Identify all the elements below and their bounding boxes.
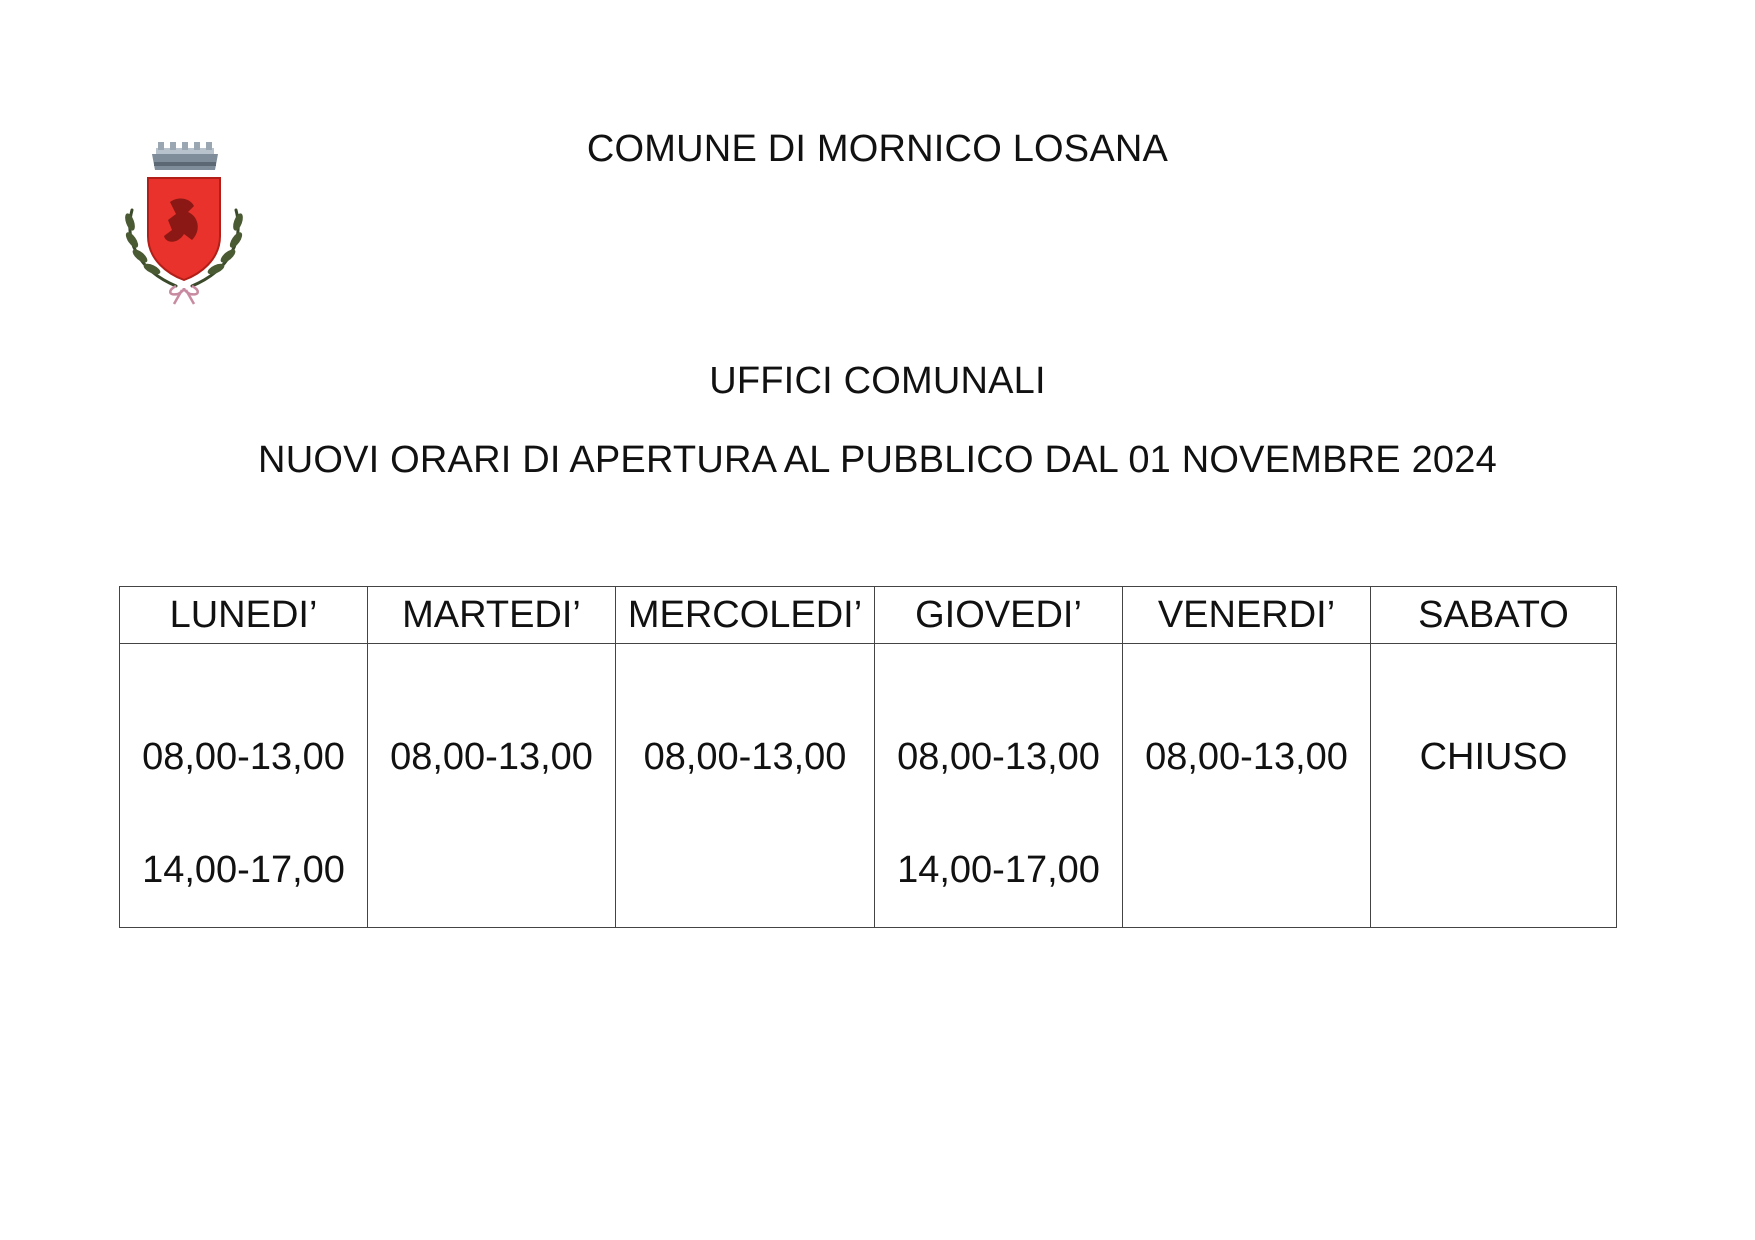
time-slot-afternoon: [368, 814, 615, 927]
office-title: UFFICI COMUNALI: [709, 360, 1046, 402]
time-slot-morning: 08,00-13,00: [390, 736, 593, 778]
hours-cell-thursday: [875, 644, 1123, 928]
table-row: [120, 644, 1617, 928]
ribbon-icon: [170, 286, 198, 304]
day-header-wednesday: MERCOLEDI’: [616, 587, 875, 644]
time-slot-afternoon: [1123, 814, 1370, 927]
day-header-saturday: SABATO: [1371, 587, 1617, 644]
time-slot-afternoon: [1371, 814, 1616, 927]
day-header-thursday: GIOVEDI’: [875, 587, 1123, 644]
hours-cell-friday: [1123, 644, 1371, 928]
time-slot-afternoon: [616, 814, 874, 927]
day-header-tuesday: MARTEDI’: [368, 587, 616, 644]
time-slot-morning: 08,00-13,00: [1145, 736, 1348, 778]
hours-cell-tuesday: [368, 644, 616, 928]
day-header-friday: VENERDI’: [1123, 587, 1371, 644]
time-slot-morning: 08,00-13,00: [142, 736, 345, 778]
time-slot-morning: 08,00-13,00: [643, 736, 847, 778]
time-slot-morning: 08,00-13,00: [897, 736, 1100, 778]
time-slot-afternoon: 14,00-17,00: [897, 849, 1100, 891]
municipality-title: COMUNE DI MORNICO LOSANA: [586, 128, 1169, 170]
hours-cell-saturday: [1371, 644, 1617, 928]
hours-cell-wednesday: [616, 644, 875, 928]
day-header-monday: LUNEDI’: [120, 587, 368, 644]
time-slot-afternoon: 14,00-17,00: [142, 849, 345, 891]
notice-title: NUOVI ORARI DI APERTURA AL PUBBLICO DAL 01 NOVEMBRE 2024: [258, 439, 1497, 481]
shield-icon: [148, 178, 220, 280]
closed-label: CHIUSO: [1419, 736, 1568, 778]
table-header-row: [120, 587, 1617, 644]
opening-hours-table: [119, 586, 1617, 928]
hours-cell-monday: [120, 644, 368, 928]
